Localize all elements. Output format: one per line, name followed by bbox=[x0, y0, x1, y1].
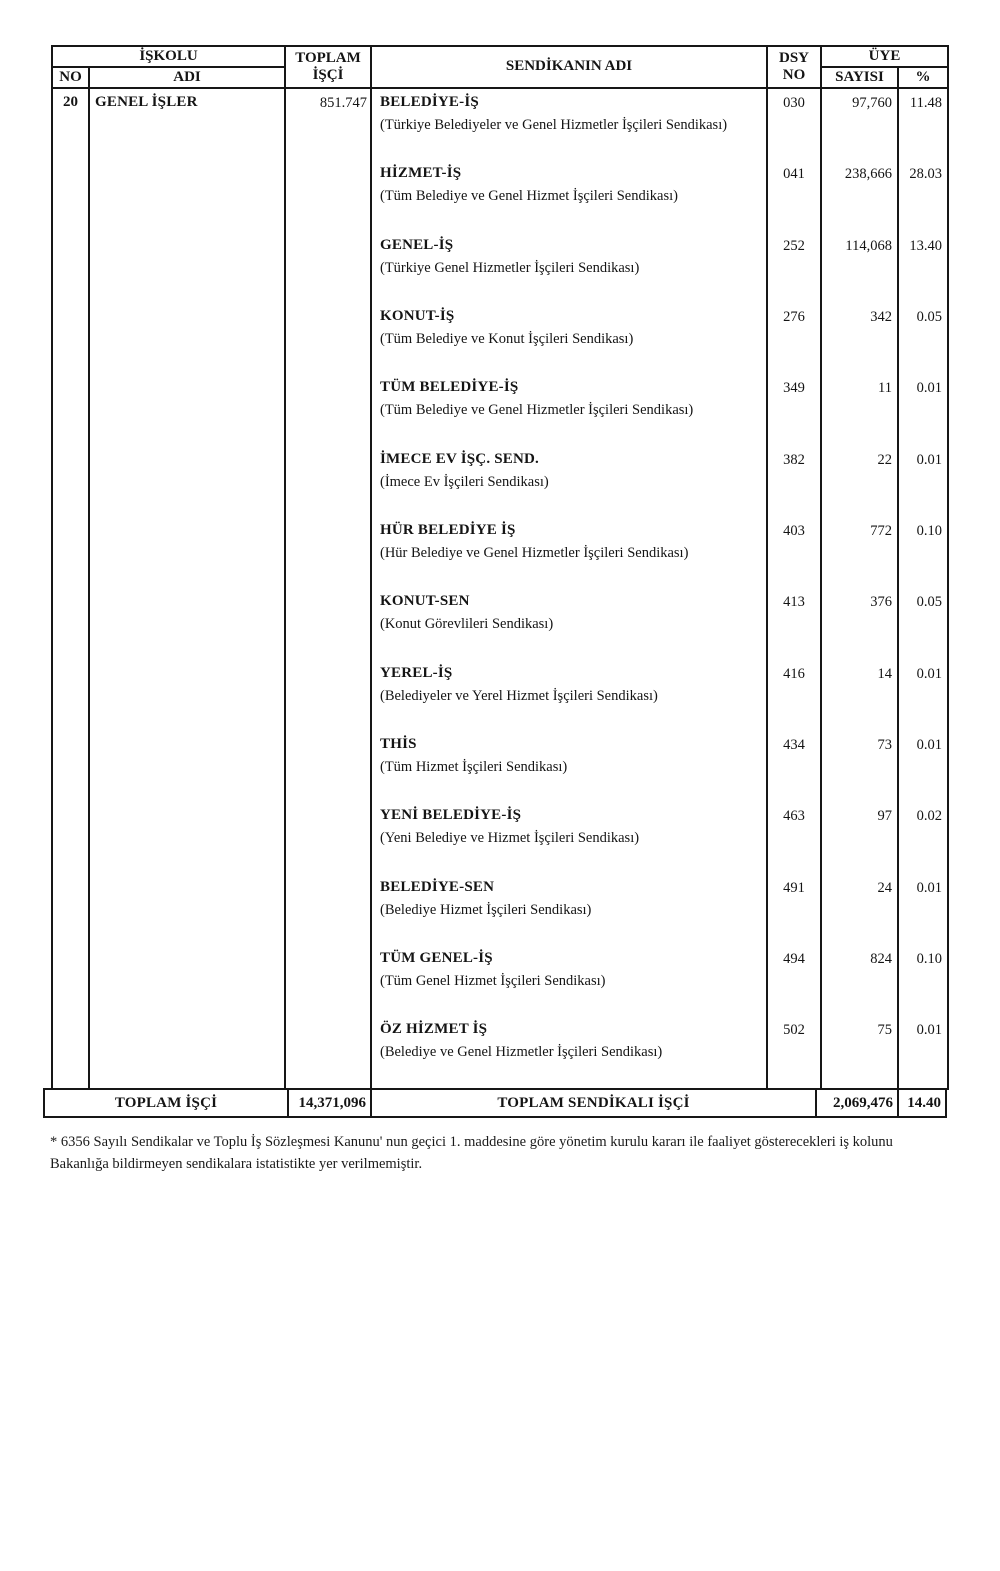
header-sendikanin-adi: SENDİKANIN ADI bbox=[372, 47, 768, 87]
union-full-name: (Belediyeler ve Yerel Hizmet İşçileri Sendikası) bbox=[380, 687, 658, 704]
union-name: YENİ BELEDİYE-İŞ bbox=[380, 807, 522, 824]
union-percent: 0.10 bbox=[916, 951, 942, 968]
union-name: BELEDİYE-İŞ bbox=[380, 94, 479, 110]
header-uye: ÜYE bbox=[822, 47, 947, 68]
header-sayisi: SAYISI bbox=[822, 68, 899, 87]
union-entry bbox=[372, 89, 766, 160]
union-percent: 0.05 bbox=[916, 309, 942, 326]
union-entry bbox=[372, 588, 766, 659]
union-entry bbox=[372, 802, 766, 873]
table-body-row bbox=[53, 89, 947, 1088]
union-member-count: 342 bbox=[870, 309, 892, 326]
union-percent: 0.02 bbox=[916, 808, 942, 825]
union-name: KONUT-SEN bbox=[380, 593, 470, 610]
union-entry bbox=[372, 660, 766, 731]
union-name: TÜM GENEL-İŞ bbox=[380, 950, 493, 967]
union-percent: 0.01 bbox=[916, 1022, 942, 1039]
union-dsy-no: 276 bbox=[783, 309, 805, 326]
total-unionized-label: TOPLAM SENDİKALI İŞÇİ bbox=[372, 1090, 817, 1116]
union-member-count: 824 bbox=[870, 951, 892, 968]
union-entry bbox=[372, 731, 766, 802]
union-percent: 0.10 bbox=[916, 523, 942, 540]
table-header bbox=[53, 47, 947, 89]
union-member-count: 114,068 bbox=[845, 237, 892, 254]
union-full-name: (Yeni Belediye ve Hizmet İşçileri Sendikası) bbox=[380, 830, 640, 847]
union-percent: 13.40 bbox=[909, 237, 942, 254]
column-union-names bbox=[372, 89, 768, 1088]
header-no: NO bbox=[53, 68, 90, 87]
union-entry bbox=[372, 1016, 766, 1087]
union-full-name: (Konut Görevlileri Sendikası) bbox=[380, 616, 554, 633]
union-member-count: 772 bbox=[870, 523, 892, 540]
union-name: KONUT-İŞ bbox=[380, 308, 455, 325]
union-member-count: 376 bbox=[870, 594, 892, 611]
union-entry bbox=[372, 303, 766, 374]
union-full-name: (Tüm Genel Hizmet İşçileri Sendikası) bbox=[380, 973, 606, 990]
union-member-count: 22 bbox=[877, 451, 892, 468]
union-member-count: 11 bbox=[878, 380, 892, 397]
union-dsy-no: 491 bbox=[783, 879, 805, 896]
column-percent bbox=[899, 89, 947, 1088]
union-full-name: (Tüm Belediye ve Genel Hizmet İşçileri Sendikası) bbox=[380, 188, 678, 205]
total-unionized-value: 2,069,476 bbox=[817, 1090, 899, 1116]
union-percent: 0.01 bbox=[916, 451, 942, 468]
union-percent: 0.05 bbox=[916, 594, 942, 611]
union-dsy-no: 434 bbox=[783, 737, 805, 754]
total-workers-value: 14,371,096 bbox=[289, 1090, 372, 1116]
union-member-count: 14 bbox=[877, 665, 892, 682]
union-dsy-no: 382 bbox=[783, 451, 805, 468]
column-member-count bbox=[822, 89, 899, 1088]
union-member-count: 97 bbox=[877, 808, 892, 825]
union-member-count: 73 bbox=[877, 737, 892, 754]
union-full-name: (Hür Belediye ve Genel Hizmetler İşçileri Sendikası) bbox=[380, 545, 689, 562]
union-dsy-no: 030 bbox=[783, 95, 805, 111]
union-dsy-no: 041 bbox=[783, 166, 805, 183]
union-full-name: (Belediye ve Genel Hizmetler İşçileri Sendikası) bbox=[380, 1044, 663, 1061]
union-entry bbox=[372, 874, 766, 945]
union-name: TÜM BELEDİYE-İŞ bbox=[380, 379, 519, 396]
union-dsy-no: 463 bbox=[783, 808, 805, 825]
union-entry bbox=[372, 517, 766, 588]
header-toplam-isci: TOPLAM İŞÇİ bbox=[286, 47, 372, 87]
union-dsy-no: 416 bbox=[783, 665, 805, 682]
union-entry bbox=[372, 374, 766, 445]
union-entry bbox=[372, 232, 766, 303]
union-entry bbox=[372, 160, 766, 231]
union-statistics-table bbox=[51, 45, 949, 1090]
union-percent: 0.01 bbox=[916, 380, 942, 397]
footnote: * 6356 Sayılı Sendikalar ve Toplu İş Sözleşmesi Kanunu' nun geçici 1. maddesine göre yönetim kurulu kararı ile faaliyet gösterecekleri iş kolunu Bakanlığa bildirmeyen sendikalara istatistikte yer verilmemiştir. bbox=[50, 1134, 893, 1172]
union-dsy-no: 403 bbox=[783, 523, 805, 540]
union-full-name: (Türkiye Genel Hizmetler İşçileri Sendikası) bbox=[380, 259, 640, 276]
union-dsy-no: 413 bbox=[783, 594, 805, 611]
union-full-name: (İmece Ev İşçileri Sendikası) bbox=[380, 473, 549, 490]
union-full-name: (Türkiye Belediyeler ve Genel Hizmetler İşçileri Sendikası) bbox=[380, 117, 728, 133]
union-name: İMECE EV İŞÇ. SEND. bbox=[380, 450, 539, 467]
union-dsy-no: 494 bbox=[783, 951, 805, 968]
header-iskolu: İŞKOLU bbox=[53, 47, 286, 68]
union-name: YEREL-İŞ bbox=[380, 664, 453, 681]
union-entry bbox=[372, 945, 766, 1016]
total-workers-label: TOPLAM İŞÇİ bbox=[45, 1090, 289, 1116]
union-member-count: 24 bbox=[877, 879, 892, 896]
group-total-workers: 851.747 bbox=[286, 89, 372, 1088]
union-percent: 0.01 bbox=[916, 737, 942, 754]
union-dsy-no: 349 bbox=[783, 380, 805, 397]
union-name: ÖZ HİZMET İŞ bbox=[380, 1021, 488, 1038]
column-dsy-no bbox=[768, 89, 822, 1088]
header-percent: % bbox=[915, 68, 931, 85]
union-name: GENEL-İŞ bbox=[380, 236, 454, 253]
union-percent: 28.03 bbox=[909, 166, 942, 183]
total-unionized-percent: 14.40 bbox=[907, 1094, 941, 1111]
union-full-name: (Tüm Hizmet İşçileri Sendikası) bbox=[380, 759, 568, 776]
group-no: 20 bbox=[53, 89, 90, 1088]
union-full-name: (Tüm Belediye ve Genel Hizmetler İşçileri Sendikası) bbox=[380, 402, 694, 419]
union-member-count: 75 bbox=[877, 1022, 892, 1039]
union-percent: 0.01 bbox=[916, 665, 942, 682]
union-full-name: (Belediye Hizmet İşçileri Sendikası) bbox=[380, 901, 592, 918]
totals-row bbox=[43, 1088, 947, 1118]
union-name: THİS bbox=[380, 736, 417, 753]
union-name: HİZMET-İŞ bbox=[380, 165, 462, 182]
union-name: BELEDİYE-SEN bbox=[380, 878, 495, 895]
union-member-count: 238,666 bbox=[844, 166, 892, 183]
union-percent: 11.48 bbox=[909, 95, 942, 111]
union-member-count: 97,760 bbox=[852, 95, 892, 111]
union-entry bbox=[372, 446, 766, 517]
union-percent: 0.01 bbox=[916, 879, 942, 896]
union-name: HÜR BELEDİYE İŞ bbox=[380, 522, 516, 539]
header-adi: ADI bbox=[90, 68, 286, 87]
header-dsy-no: DSY NO bbox=[768, 47, 822, 87]
union-dsy-no: 502 bbox=[783, 1022, 805, 1039]
union-dsy-no: 252 bbox=[783, 237, 805, 254]
group-name: GENEL İŞLER bbox=[90, 89, 286, 1088]
union-full-name: (Tüm Belediye ve Konut İşçileri Sendikası) bbox=[380, 331, 634, 348]
